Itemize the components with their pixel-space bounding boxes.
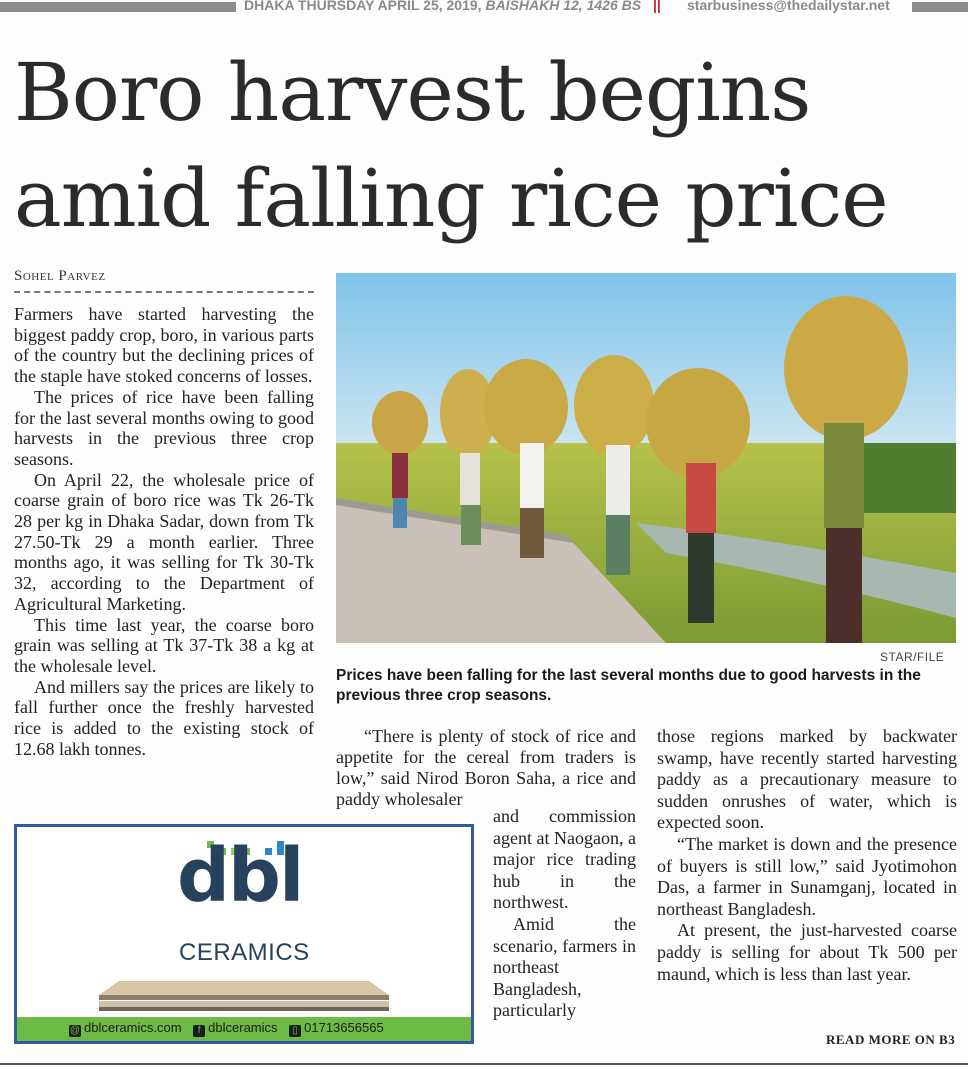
paragraph: “The market is down and the presence of buyers is still low,” said Jyotimohon Das, a farmer in Sunamganj, located in northeast Bangladesh. (657, 833, 957, 919)
paragraph: Amid the scenario, farmers in northeast Bangladesh, particularly (493, 913, 636, 1021)
paragraph: Farmers have started harvesting the biggest paddy crop, boro, in various parts of the country but the declining prices of the staple have stoked concerns of losses. (14, 304, 314, 387)
ad-brand-sub: CERAMICS (179, 939, 310, 966)
ad-logo-text: dbl (177, 833, 303, 919)
folio-bar-right (912, 2, 968, 12)
bengali-date: BAISHAKH 12, 1426 BS (485, 0, 642, 13)
ad-facebook[interactable]: f dblceramics (193, 1020, 277, 1035)
paragraph: This time last year, the coarse boro grain was selling at Tk 37-Tk 38 a kg at the wholesale level. (14, 614, 314, 676)
byline: Sohel Parvez (14, 268, 106, 284)
paragraph: At present, the just-harvested coarse paddy is selling for about Tk 500 per maund, which is less than last year. (657, 920, 957, 984)
paragraph: The prices of rice have been falling for the last several months owing to good harvests in the previous three crop seasons. (14, 386, 314, 469)
headline-line-1: Boro harvest begins (14, 46, 811, 139)
folio-separator: || (652, 0, 661, 13)
paragraph: And millers say the prices are likely to fall further once the freshly harvested rice is added to the existing stock of 12.68 lakh tonnes. (14, 676, 314, 759)
folio-dateline (244, 0, 669, 13)
facebook-icon: f (193, 1025, 205, 1037)
ad-contact-bar (17, 1017, 471, 1041)
ad-phone[interactable]: ▯ 01713656565 (289, 1020, 384, 1035)
headline (14, 40, 964, 252)
tile-slab-icon (99, 965, 389, 1015)
paragraph: and commission agent at Naogaon, a major rice trading hub in the northwest. (493, 806, 636, 913)
article-column-2-narrow (493, 806, 636, 1022)
photo-credit: STAR/FILE (880, 650, 945, 664)
dateline-text: DHAKA THURSDAY APRIL 25, 2019, (244, 0, 482, 13)
article-column-2-top: “There is plenty of stock of rice and appetite for the cereal from traders is low,” said Nirod Boron Saha, a rice and paddy wholesaler (336, 726, 636, 809)
dbl-ceramics-ad[interactable] (14, 824, 474, 1044)
article-column-3 (657, 726, 957, 985)
photo-caption: Prices have been falling for the last several months due to good harvests in the previous three crop seasons. (336, 667, 921, 704)
paragraph: those regions marked by backwater swamp, have recently started harvesting paddy as a precautionary measure to sudden onrushes of water, which is expected soon. (657, 726, 957, 833)
paragraph: On April 22, the wholesale price of coarse grain of boro rice was Tk 26-Tk 28 per kg in Dhaka Sadar, down from Tk 27.50-Tk 29 a month earlier. Three months ago, it was selling for Tk 30-Tk 32, according to the Department of Agricultural Marketing. (14, 469, 314, 614)
byline-divider (14, 291, 314, 293)
article-column-1 (14, 304, 314, 759)
section-email[interactable]: starbusiness@thedailystar.net (687, 0, 890, 13)
at-icon: @ (69, 1025, 81, 1036)
harvest-photo (336, 273, 956, 643)
phone-icon: ▯ (289, 1025, 301, 1037)
page-bottom-rule (0, 1063, 968, 1065)
headline-line-2: amid falling rice price (14, 152, 888, 245)
folio-bar-left (0, 2, 236, 12)
read-more-link[interactable]: READ MORE ON B3 (826, 1032, 956, 1047)
ad-website[interactable]: @ dblceramics.com (69, 1020, 182, 1036)
